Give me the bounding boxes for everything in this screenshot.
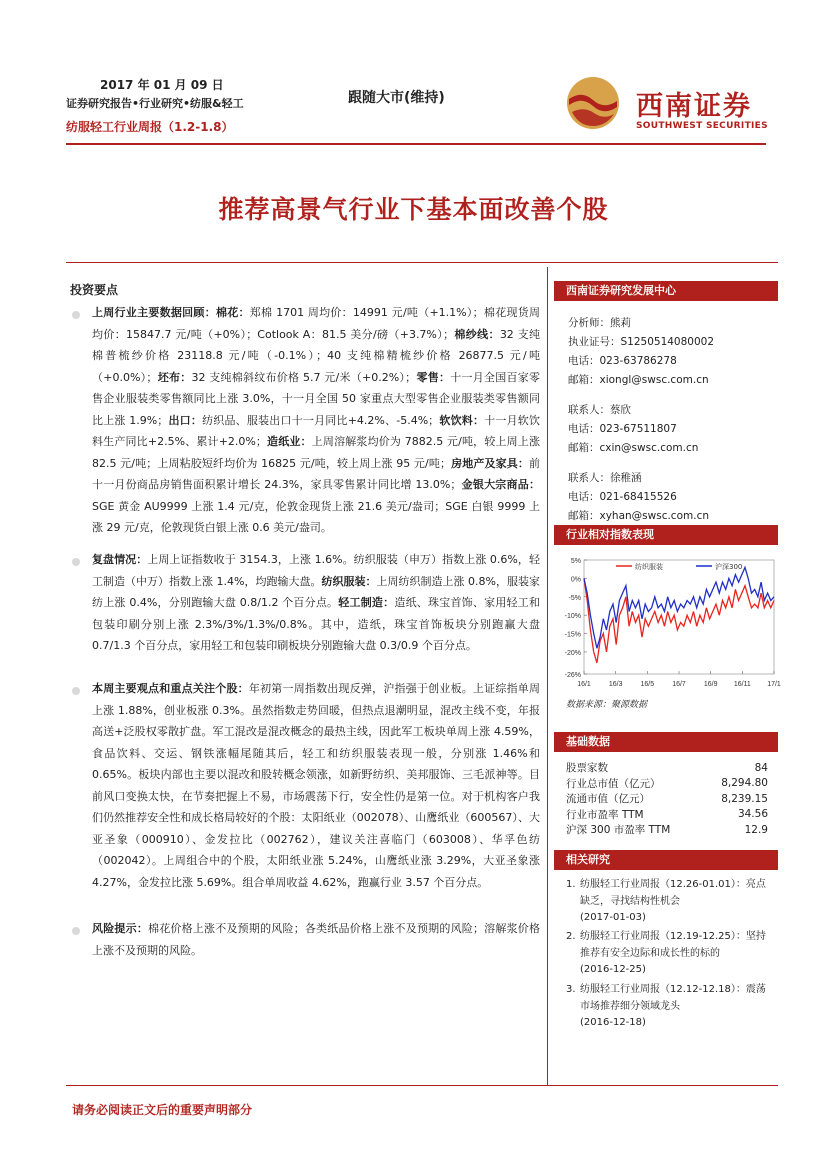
text-run: 前十一月份商品房销售面积累计增长 24.3%，家具零售累计同比增 13.0%； <box>92 456 541 491</box>
research-center-bar: 西南证券研究发展中心 <box>554 281 778 301</box>
related-research-bar: 相关研究 <box>554 850 778 870</box>
contact-email[interactable]: 邮箱：xiongl@swsc.com.cn <box>568 374 709 386</box>
y-tick-label: 0% <box>570 576 581 584</box>
bold-label: 软饮料： <box>439 413 485 427</box>
chart-section-bar: 行业相对指数表现 <box>554 525 778 545</box>
x-tick-label: 16/11 <box>733 681 751 688</box>
bullet-icon <box>72 558 80 566</box>
text-run: 32 支纯棉普梳纱价格 23118.8 元/吨（-0.1%）；40 支纯棉精梳纱价格 26877.5 元/吨（+0.0%）； <box>92 327 540 384</box>
contact-email[interactable]: 邮箱：xyhan@swsc.com.cn <box>568 510 710 522</box>
related-item[interactable]: 2. 纺服轻工行业周报（12.19-12.25）：坚持推荐有安全边际和成长性的标的 (2016-12-25) <box>566 931 766 975</box>
footer-rule <box>66 1085 778 1086</box>
series-line-2 <box>584 567 774 648</box>
bold-label: 复盘情况： <box>92 553 148 566</box>
plot-frame <box>584 560 774 674</box>
contact-line: 联系人：徐稚涵 <box>568 472 642 484</box>
related-item[interactable]: 1. 纺服轻工行业周报（12.26-01.01）：亮点缺乏，寻找结构性机会 (2017-01-03) <box>566 879 766 923</box>
contact-line: 电话：023-67511807 <box>568 423 677 435</box>
bold-label: 本周主要观点和重点关注个股： <box>92 682 249 695</box>
text-run: 上周上证指数收于 3154.3，上涨 1.6%。纺织服装（申万）指数上涨 0.6%，轻工制造（中万）指数上涨 1.4%，均跑输大盘。 <box>92 553 540 588</box>
header-rule <box>66 143 766 145</box>
paragraph-market-review <box>92 549 540 657</box>
y-tick-label: -26% <box>564 672 581 679</box>
rating: 跟随大市(维持) <box>348 90 445 106</box>
bold-label: 出口： <box>168 413 203 427</box>
x-tick-label: 16/3 <box>608 681 623 688</box>
bullet-icon <box>72 311 80 319</box>
report-category: 证券研究报告•行业研究•纺服&轻工 <box>66 97 244 110</box>
report-date: 2017 年 01 月 09 日 <box>100 78 224 92</box>
contact-line: 分析师：熊莉 <box>568 317 631 329</box>
title-rule <box>66 262 778 263</box>
relative-index-chart <box>556 552 781 692</box>
table-row: 行业总市值（亿元） 8,294.80 <box>566 777 768 790</box>
paragraph-weekly-data <box>92 302 540 539</box>
bullet-icon <box>72 927 80 935</box>
text-run: 十一月全国百家零售企业服装类零售额同比上涨 3.0%，十一月全国 50 家重点大型零售企业服装类零售额同比上涨 1.9%； <box>92 370 541 427</box>
logo-text-en: SOUTHWEST SECURITIES <box>636 121 768 131</box>
table-row: 流通市值（亿元） 8,239.15 <box>566 792 768 806</box>
related-item[interactable]: 3. 纺服轻工行业周报（12.12-12.18）：震荡市场推荐细分领域龙头 (2016-12-18) <box>566 984 766 1028</box>
weekly-title: 纺服轻工行业周报（1.2-1.8） <box>66 120 234 134</box>
table-row: 股票家数 84 <box>566 761 768 775</box>
x-tick-label: 16/5 <box>640 681 655 688</box>
y-tick-label: 5% <box>570 558 581 565</box>
x-tick-label: 16/7 <box>672 681 686 688</box>
footer-disclaimer: 请务必阅读正文后的重要声明部分 <box>72 1103 253 1117</box>
bold-label: 房地产及家具： <box>450 456 530 470</box>
logo-emblem-icon <box>566 76 620 130</box>
y-tick-label: -10% <box>564 613 581 621</box>
contact-line: 联系人：蔡欣 <box>568 404 631 416</box>
basic-data-bar: 基础数据 <box>554 732 778 752</box>
legend-label: 沪深300 <box>715 563 743 571</box>
text-run: 纺织品、服装出口十一月同比+4.2%、-5.4%； <box>202 413 440 427</box>
bullet-icon <box>72 687 80 695</box>
bold-label: 风险提示： <box>92 922 149 935</box>
x-tick-label: 17/1 <box>767 681 781 688</box>
text-run: 年初第一周指数出现反弹，沪指强于创业板。上证综指单周上涨 1.88%，创业板涨 0.3%。虽然指数走势回暖，但热点退潮明显，混改主线不变，年报高送+泛股权零散扩盘。军工混改是混改概念的最热主线，因此军工板块单周上涨 4.59%，食品饮料、交运、钢铁涨幅尾随其后，轻工和纺织服装表现一般，分别涨 1.46%和 0.65%。板块内部也主要以混改和股转概念领涨，如新野纺织、美邦服饰、三毛派神等。目前风口变换太快，在节奏把握上不易，市场震荡下行，安全性仍是第一位。对于机构客户我们仍然推荐安全性和成长格局较好的个股：太阳纸业（002078）、山鹰纸业（600567）、大亚圣象（000910）、金发拉比（002762），建议关注喜临门（603008）、华孚色纺（002042）。上周组合中的个股，太阳纸业涨 5.24%，山鹰纸业涨 3.29%，大亚圣象涨 4.27%，金发拉比涨 5.69%。组合单周收益 4.62%，跑赢行业 3.57 个百分点。 <box>92 682 541 889</box>
column-divider <box>547 267 548 1085</box>
y-tick-label: -20% <box>564 649 581 657</box>
text-run: 上周纺织制造上涨 0.8%，服装家纺上涨 0.4%，分别跑输大盘 0.8/1.2 个百分点。 <box>92 574 540 609</box>
text-run: SGE 黄金 AU9999 上涨 1.4 元/克，伦敦金现货上涨 21.6 美元/盎司；SGE 白银 9999 上涨 29 元/克，伦敦现货白银上涨 0.6 美元/盎司。 <box>92 499 540 534</box>
investment-points-heading: 投资要点 <box>70 283 119 297</box>
x-tick-label: 16/9 <box>703 681 718 688</box>
contact-block <box>568 314 768 526</box>
bold-label: 纺织服装： <box>321 574 377 588</box>
text-run: 郑棉 1701 周均价：14991 元/吨（+1.1%）；棉花现货周均价：15847.7 元/吨（+0%）；Cotlook A：81.5 美分/磅（+3.7%）； <box>92 306 541 341</box>
bold-label: 金银大宗商品： <box>461 478 540 491</box>
bold-label: 坯布： <box>157 370 192 384</box>
x-tick-label: 16/1 <box>577 681 591 688</box>
text-run: 棉花价格上涨不及预期的风险；各类纸品价格上涨不及预期的风险；溶解浆价格上涨不及预期的风险。 <box>92 922 541 957</box>
contact-email[interactable]: 邮箱：cxin@swsc.com.cn <box>568 442 699 454</box>
report-title: 推荐高景气行业下基本面改善个股 <box>218 195 609 224</box>
bold-label: 上周行业主要数据回顾： <box>92 306 216 319</box>
bold-label: 棉花： <box>215 306 250 319</box>
text-run: 上周溶解浆均价为 7882.5 元/吨，较上周上涨 82.5 元/吨；上周粘胶短纤均价为 16825 元/吨，较上周上涨 95 元/吨； <box>92 435 541 470</box>
legend-label: 纺织服装 <box>635 563 663 571</box>
series-line-1 <box>584 578 774 663</box>
paragraph-key-views <box>92 678 540 893</box>
table-row: 沪深 300 市盈率 TTM 12.9 <box>566 823 768 837</box>
y-tick-label: -5% <box>568 594 581 602</box>
paragraph-risk-warning <box>92 918 540 961</box>
contact-line: 电话：021-68415526 <box>568 491 677 503</box>
logo-text-cn: 西南证券 <box>636 91 752 122</box>
bold-label: 零售： <box>416 370 451 384</box>
table-row: 行业市盈率 TTM 34.56 <box>566 808 768 821</box>
bold-label: 轻工制造： <box>338 596 395 609</box>
text-run: 造纸、珠宝首饰、家用轻工和包装印刷分别上涨 2.3%/3%/1.3%/0.8%。其中，造纸，珠宝首饰板块分别跑赢大盘 0.7/1.3 个百分点，家用轻工和包装印刷板块分别跑输大盘 0.3/0.9 个百分点。 <box>92 596 540 652</box>
chart-source: 数据来源：聚源数据 <box>566 700 648 710</box>
contact-line: 电话：023-63786278 <box>568 355 677 367</box>
text-run: 十一月软饮料生产同比+2.5%、累计+2.0%； <box>92 413 541 448</box>
basic-data-table <box>566 760 768 838</box>
contact-line: 执业证号：S1250514080002 <box>568 336 715 348</box>
y-tick-label: -15% <box>564 631 581 639</box>
bold-label: 棉纱线： <box>454 327 500 341</box>
bold-label: 造纸业： <box>266 435 312 448</box>
text-run: 32 支纯棉斜纹布价格 5.7 元/米（+0.2%）； <box>191 370 417 384</box>
